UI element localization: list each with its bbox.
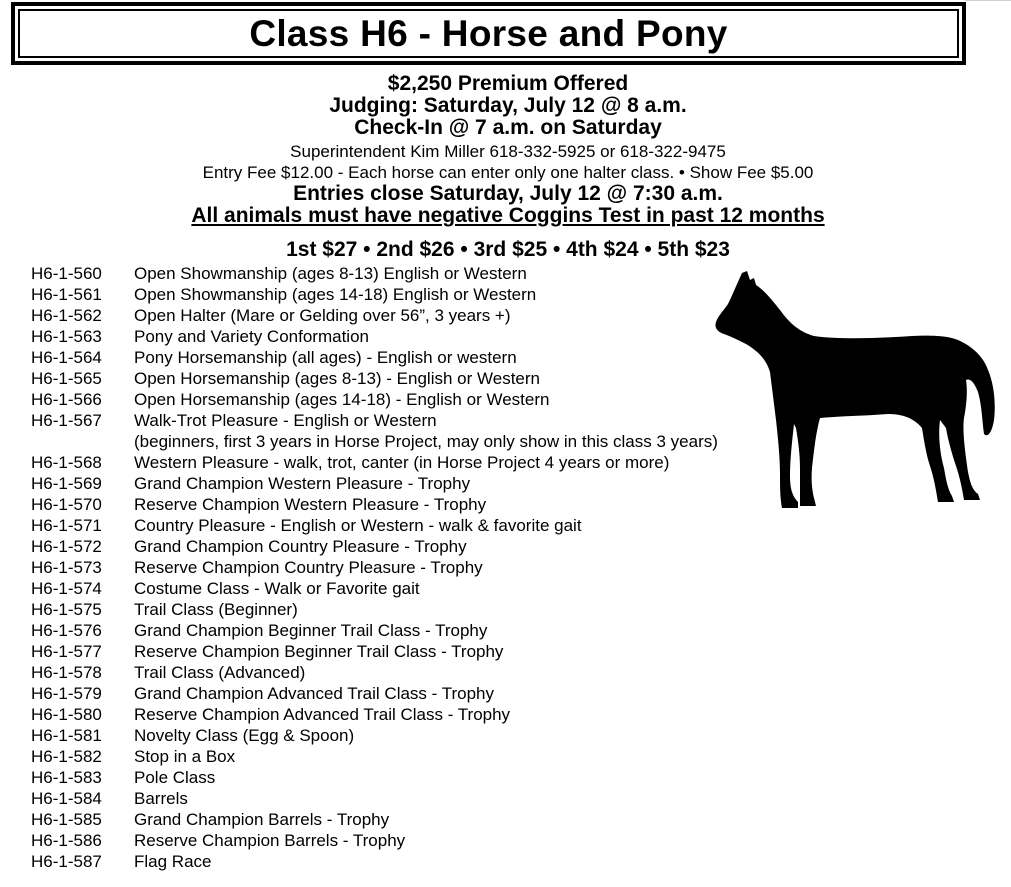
class-description: Costume Class - Walk or Favorite gait: [134, 579, 420, 598]
class-description: Stop in a Box: [134, 747, 236, 766]
page-title: Class H6 - Horse and Pony: [249, 12, 728, 54]
class-description: Country Pleasure - English or Western - walk & favorite gait: [134, 516, 582, 535]
class-description: Walk-Trot Pleasure - English or Western: [134, 411, 437, 430]
class-code: H6-1-580: [31, 705, 102, 724]
class-description: Reserve Champion Western Pleasure - Trophy: [134, 495, 487, 514]
class-description: Western Pleasure - walk, trot, canter (in Horse Project 4 years or more): [134, 453, 670, 472]
class-code: H6-1-585: [31, 810, 102, 829]
class-description: Grand Champion Country Pleasure - Trophy: [134, 537, 467, 556]
checkin-heading: Check-In @ 7 a.m. on Saturday: [354, 116, 662, 139]
class-code: H6-1-573: [31, 558, 102, 577]
superintendent-line: Superintendent Kim Miller 618-332-5925 or 618-322-9475: [290, 142, 726, 161]
class-code: H6-1-578: [31, 663, 102, 682]
entry-fee-line: Entry Fee $12.00 - Each horse can enter only one halter class. • Show Fee $5.00: [202, 163, 814, 182]
class-description: Open Showmanship (ages 8-13) English or Western: [134, 264, 527, 283]
class-code: H6-1-583: [31, 768, 102, 787]
class-code: H6-1-568: [31, 453, 102, 472]
class-code: H6-1-586: [31, 831, 102, 850]
prize-line: 1st $27 • 2nd $26 • 3rd $25 • 4th $24 • 5th $23: [286, 238, 730, 261]
class-description: Trail Class (Advanced): [134, 663, 306, 682]
class-code: H6-1-577: [31, 642, 102, 661]
premium-heading: $2,250 Premium Offered: [387, 72, 629, 95]
class-description: Reserve Champion Beginner Trail Class - Trophy: [134, 642, 504, 661]
class-description: (beginners, first 3 years in Horse Project, may only show in this class 3 years): [134, 432, 718, 451]
coggins-notice: All animals must have negative Coggins Test in past 12 months: [191, 204, 825, 227]
judging-heading: Judging: Saturday, July 12 @ 8 a.m.: [329, 94, 687, 117]
class-description: Reserve Champion Country Pleasure - Trophy: [134, 558, 483, 577]
class-description: Barrels: [134, 789, 188, 808]
class-code: H6-1-570: [31, 495, 102, 514]
title-box: [11, 2, 966, 65]
class-description: Open Horsemanship (ages 14-18) - English or Western: [134, 390, 550, 409]
class-code: H6-1-582: [31, 747, 102, 766]
class-code: H6-1-569: [31, 474, 102, 493]
class-code: H6-1-571: [31, 516, 102, 535]
horse-silhouette-icon: [712, 268, 1002, 514]
class-description: Grand Champion Western Pleasure - Trophy: [134, 474, 471, 493]
class-code: H6-1-560: [31, 264, 102, 283]
class-description: Novelty Class (Egg & Spoon): [134, 726, 355, 745]
class-description: Pony Horsemanship (all ages) - English or western: [134, 348, 517, 367]
title-inner-box: [18, 9, 959, 58]
class-description: Flag Race: [134, 852, 212, 871]
class-code: H6-1-575: [31, 600, 102, 619]
class-code: H6-1-565: [31, 369, 102, 388]
class-description: Grand Champion Beginner Trail Class - Trophy: [134, 621, 488, 640]
class-description: Grand Champion Barrels - Trophy: [134, 810, 390, 829]
class-code: H6-1-574: [31, 579, 102, 598]
class-code: H6-1-587: [31, 852, 102, 871]
class-description: Open Halter (Mare or Gelding over 56”, 3 years +): [134, 306, 511, 325]
class-code: H6-1-567: [31, 411, 102, 430]
entries-close-heading: Entries close Saturday, July 12 @ 7:30 a.m.: [293, 182, 723, 205]
class-description: Pole Class: [134, 768, 216, 787]
class-description: Open Showmanship (ages 14-18) English or Western: [134, 285, 537, 304]
class-code: H6-1-579: [31, 684, 102, 703]
class-description: Reserve Champion Advanced Trail Class - Trophy: [134, 705, 511, 724]
class-code: H6-1-564: [31, 348, 102, 367]
class-code: H6-1-581: [31, 726, 102, 745]
class-description: Open Horsemanship (ages 8-13) - English or Western: [134, 369, 540, 388]
class-description: Pony and Variety Conformation: [134, 327, 369, 346]
class-description: Grand Champion Advanced Trail Class - Trophy: [134, 684, 495, 703]
class-code: H6-1-576: [31, 621, 102, 640]
class-description: Reserve Champion Barrels - Trophy: [134, 831, 406, 850]
class-code: H6-1-566: [31, 390, 102, 409]
class-code: H6-1-562: [31, 306, 102, 325]
class-code: H6-1-584: [31, 789, 102, 808]
class-code: H6-1-572: [31, 537, 102, 556]
class-code: H6-1-561: [31, 285, 102, 304]
class-description: Trail Class (Beginner): [134, 600, 298, 619]
top-rule: [965, 0, 1011, 1]
class-code: H6-1-563: [31, 327, 102, 346]
